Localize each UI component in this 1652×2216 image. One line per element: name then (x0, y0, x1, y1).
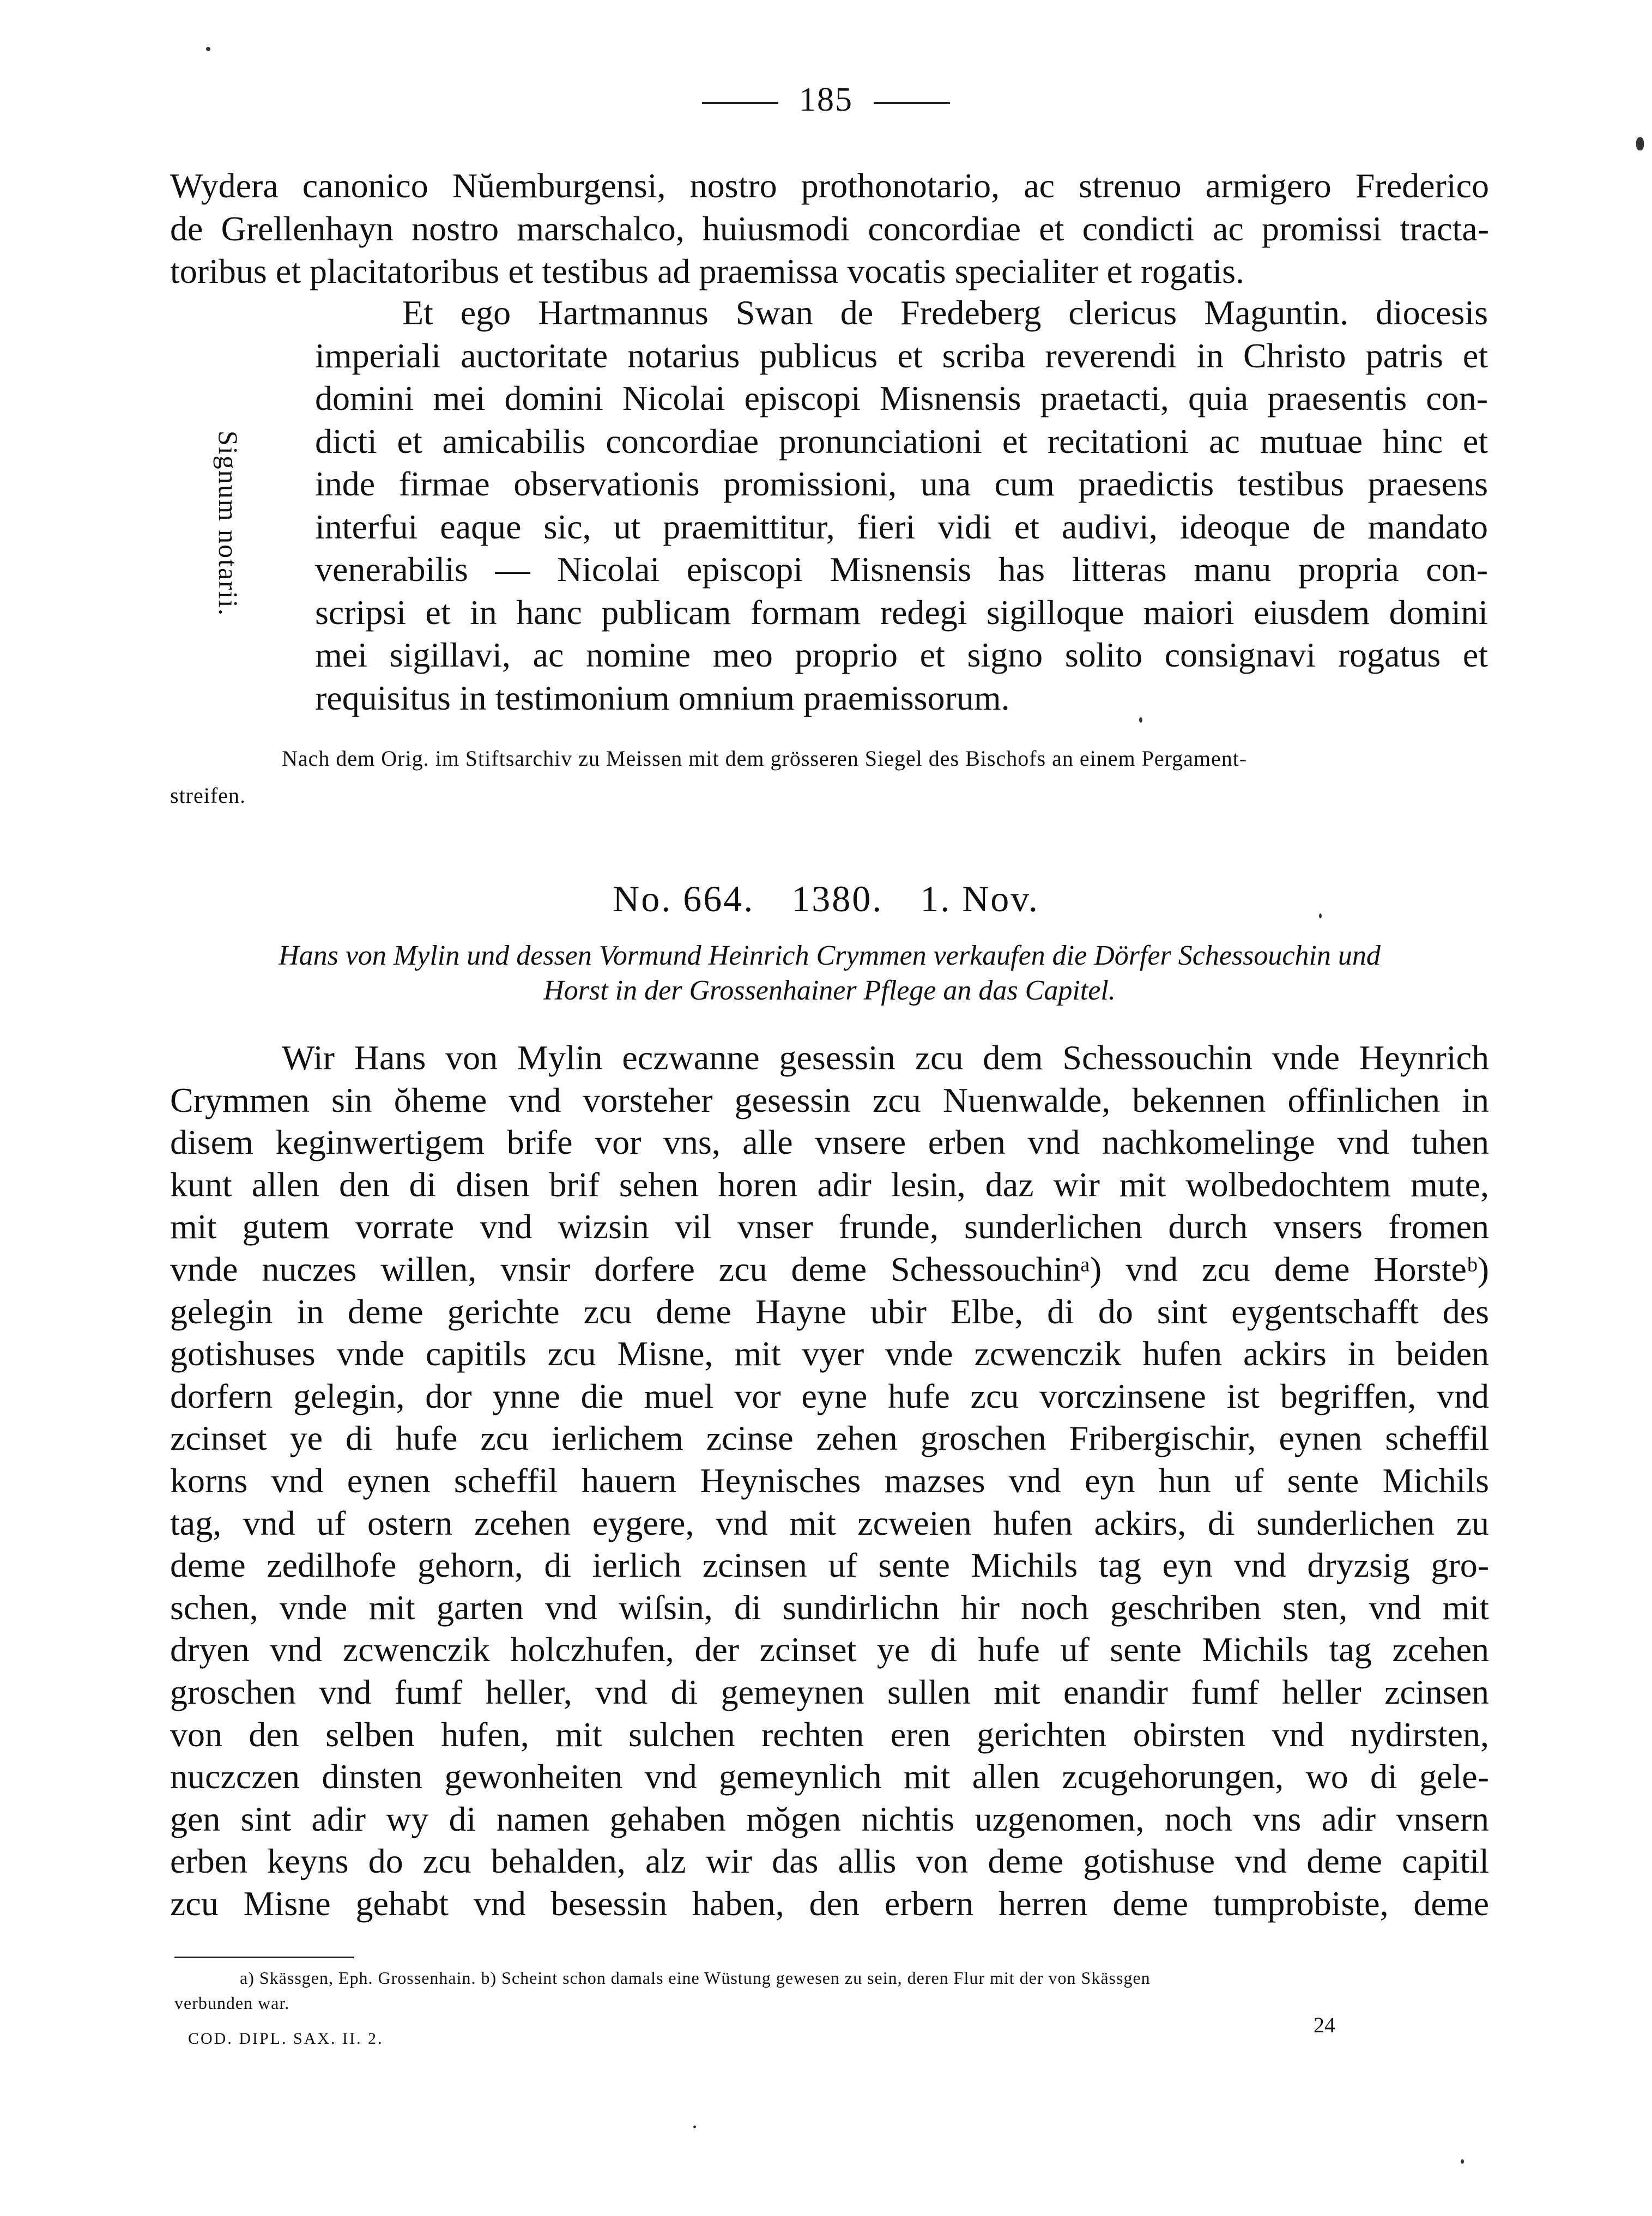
text-line: dicti et amicabilis concordiae pronunciationi et recitationi ac mutuae hinc et (315, 421, 1488, 461)
print-speck (693, 2126, 696, 2128)
text-line: Wydera canonico Nŭemburgensi, nostro prothonotario, ac strenuo armigero Frederico (170, 166, 1489, 205)
text-line: mei sigillavi, ac nomine meo proprio et signo solito consignavi rogatus et (315, 635, 1488, 674)
source-note-line: Nach dem Orig. im Stiftsarchiv zu Meissen mit dem grösseren Siegel des Bischofs an einem Pergament- (282, 746, 1248, 771)
text-line: deme zedilhofe gehorn, di ierlich zcinsen uf sente Michils tag eyn vnd dryzsig gro- (170, 1546, 1489, 1585)
print-speck (206, 47, 210, 51)
text-line: imperiali auctoritate notarius publicus et scriba reverendi in Christo patris et (315, 336, 1488, 375)
text-line: venerabilis — Nicolai episcopi Misnensis has litteras manu propria con- (315, 550, 1488, 589)
source-note-line: streifen. (170, 783, 246, 808)
print-speck (1636, 137, 1644, 150)
text-line: dryen vnd zcwenczik holczhufen, der zcinset ye di hufe uf sente Michils tag zcehen (170, 1630, 1489, 1669)
notary-attestation (315, 292, 1488, 719)
text-line: von den selben hufen, mit sulchen rechten eren gerichten obirsten vnd nydirsten, (170, 1715, 1489, 1754)
footnote-line: verbunden war. (174, 1993, 290, 2013)
text-line: interfui eaque sic, ut praemittitur, fieri vidi et audivi, ideoque de mandato (315, 507, 1488, 546)
page-number: 185 (799, 81, 853, 118)
text-line: tag, vnd uf ostern zcehen eygere, vnd mit zcweien hufen ackirs, di sunderlichen zu (170, 1503, 1489, 1542)
text-line: toribus et placitatoribus et testibus ad praemissa vocatis specialiter et rogatis. (170, 252, 1244, 290)
text-line: korns vnd eynen scheffil hauern Heynisches mazses vnd eyn hun uf sente Michils (170, 1461, 1489, 1500)
text-line: dorfern gelegin, dor ynne die muel vor eyne hufe zcu vorczinsene ist begriffen, vnd (170, 1376, 1489, 1415)
text-line: groschen vnd fumf heller, vnd di gemeynen sullen mit enandir fumf heller zcinsen (170, 1672, 1489, 1711)
text-line: disem keginwertigem brife vor vns, alle vnsere erben vnd nachkomelinge vnd tuhen (170, 1123, 1489, 1162)
text-line: zcu Misne gehabt vnd besessin haben, den erbern herren deme tumprobiste, deme (170, 1884, 1489, 1923)
document-summary (170, 939, 1489, 1008)
text-line: zcinset ye di hufe zcu ierlichem zcinse zehen groschen Fribergischir, eynen scheffil (170, 1419, 1489, 1458)
document-year: 1380. (791, 878, 884, 919)
text-line: inde firmae observationis promissioni, una cum praedictis testibus praesens (315, 464, 1488, 503)
footnote-separator (174, 1957, 354, 1958)
text-line: Wir Hans von Mylin eczwanne gesessin zcu dem Schessouchin vnde Heynrich (282, 1038, 1489, 1077)
text-line: kunt allen den di disen brif sehen horen adir lesin, daz wir mit wolbedochtem mute, (170, 1165, 1489, 1204)
intro-paragraph (170, 165, 1489, 293)
text-line: de Grellenhayn nostro marschalco, huiusmodi concordiae et condicti ac promissi tracta- (170, 209, 1489, 248)
summary-line: Horst in der Grossenhainer Pflege an das Capitel. (543, 975, 1116, 1006)
text-line: gotishuses vnde capitils zcu Misne, mit vyer vnde zcwenczik hufen ackirs in beiden (170, 1334, 1489, 1373)
text-line: Crymmen sin ŏheme vnd vorsteher gesessin zcu Nuenwalde, bekennen offinlichen in (170, 1080, 1489, 1119)
text-line: vnde nuczes willen, vnsir dorfere zcu deme Schessouchinᵃ) vnd zcu deme Horsteᵇ) (170, 1249, 1489, 1288)
print-speck (1139, 717, 1142, 723)
source-note (170, 740, 1489, 814)
text-line: gen sint adir wy di namen gehaben mŏgen nichtis uzgenomen, noch vns adir vnsern (170, 1799, 1489, 1838)
text-line: scripsi et in hanc publicam formam redegi sigilloque maiori eiusdem domini (315, 592, 1488, 632)
text-line: gelegin in deme gerichte zcu deme Hayne ubir Elbe, di do sint eygentschafft des (170, 1292, 1489, 1331)
sheet-number: 24 (1314, 2013, 1335, 2037)
document-number: No. 664. (613, 878, 755, 919)
header-rule-right (874, 102, 950, 104)
footnotes (174, 1965, 1493, 2015)
print-speck (1461, 2159, 1464, 2164)
text-line: erben keyns do zcu behalden, alz wir das allis von deme gotishuse vnd deme capitil (170, 1842, 1489, 1881)
text-line: domini mei domini Nicolai episcopi Misnensis praetacti, quia praesentis con- (315, 379, 1488, 417)
page-header (0, 81, 1652, 119)
text-line: mit gutem vorrate vnd wizsin vil vnser frunde, sunderlichen durch vnsers fromen (170, 1207, 1489, 1246)
text-line: nuczczen dinsten gewonheiten vnd gemeynlich mit allen zcugehorungen, wo di gele- (170, 1757, 1489, 1796)
sheet-signature: COD. DIPL. SAX. II. 2. (188, 2030, 384, 2048)
text-line: schen, vnde mit garten vnd wiſsin, di sundirlichn hir noch geschriben sten, vnd mit (170, 1588, 1489, 1627)
footnote-line: a) Skässgen, Eph. Grossenhain. b) Scheint schon damals eine Wüstung gewesen zu sein, deren Flur mit der von Skässgen (240, 1968, 1151, 1988)
text-line: Et ego Hartmannus Swan de Fredeberg clericus Maguntin. diocesis (402, 293, 1488, 332)
signum-notarii-label: Signum notarii. (213, 431, 244, 617)
summary-line: Hans von Mylin und dessen Vormund Heinrich Crymmen verkaufen die Dörfer Schessouchin und (279, 940, 1381, 971)
print-speck (1319, 913, 1322, 918)
text-line: requisitus in testimonium omnium praemissorum. (315, 678, 1010, 717)
charter-text (170, 1037, 1489, 1924)
document-heading (0, 877, 1652, 921)
header-rule-left (702, 102, 778, 104)
document-date: 1. Nov. (920, 878, 1039, 919)
